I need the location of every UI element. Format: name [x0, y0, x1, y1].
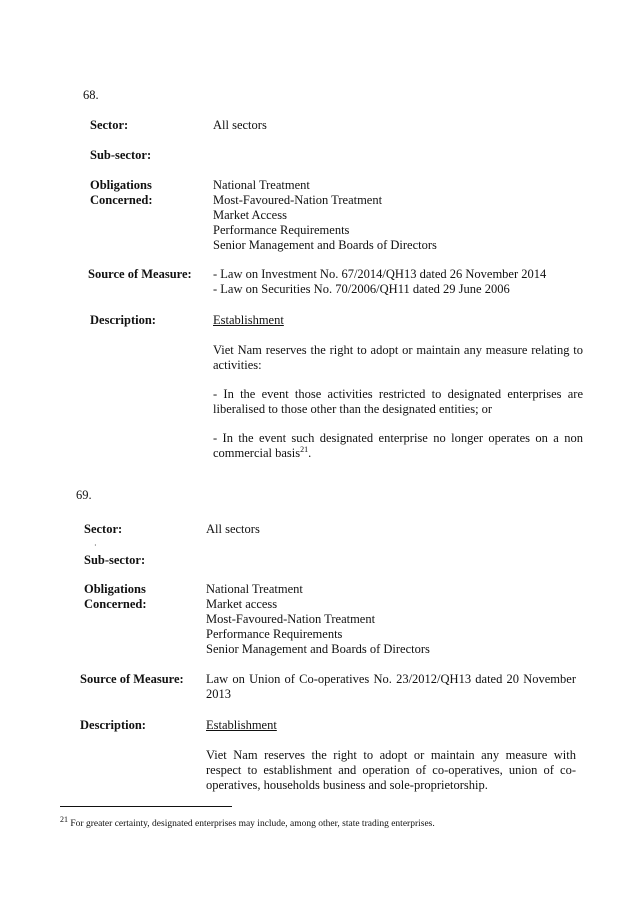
description-body: [206, 718, 576, 793]
obligation-item: Senior Management and Boards of Directors: [213, 238, 437, 252]
subsector-label: Sub-sector:: [90, 148, 152, 162]
footnote-text: For greater certainty, designated enterprises may include, among other, state trading enterprises.: [68, 819, 435, 829]
description-paragraph: Viet Nam reserves the right to adopt or maintain any measure with respect to establishment and operation of co-operatives, union of co-operatives, households business and sole-proprietorship.: [206, 748, 576, 792]
obligation-item: Senior Management and Boards of Directors: [206, 642, 430, 656]
sector-label: Sector:: [90, 118, 129, 132]
obligations-list: [213, 178, 583, 253]
description-heading: Establishment: [213, 313, 284, 327]
obligation-item: Performance Requirements: [213, 223, 350, 237]
source-label: Source of Measure:: [88, 267, 192, 281]
obligation-item: National Treatment: [206, 582, 303, 596]
obligation-item: Market access: [206, 597, 278, 611]
stray-mark: ·: [94, 541, 97, 550]
source-list: [213, 267, 583, 297]
subsector-label: Sub-sector:: [84, 553, 146, 567]
obligation-item: Most-Favoured-Nation Treatment: [206, 612, 376, 626]
description-paragraph: - In the event those activities restricted to designated enterprises are liberalised to those other than the designated entities; or: [213, 387, 583, 416]
description-text: - In the event such designated enterprise no longer operates on a non commercial basis: [213, 431, 583, 460]
obligation-item: Performance Requirements: [206, 627, 343, 641]
description-paragraph: Viet Nam reserves the right to adopt or maintain any measure relating to activities:: [213, 343, 583, 372]
description-paragraph: [213, 431, 583, 461]
entry-number: 68.: [83, 88, 99, 102]
source-item: - Law on Investment No. 67/2014/QH13 dated 26 November 2014: [213, 267, 547, 281]
description-label: Description:: [80, 718, 146, 732]
obligation-item: Market Access: [213, 208, 287, 222]
source-label: Source of Measure:: [80, 672, 184, 686]
source-paragraph: Law on Union of Co-operatives No. 23/2012/QH13 dated 20 November 2013: [206, 672, 576, 701]
footnote-divider: [60, 806, 232, 807]
sector-value: All sectors: [213, 118, 267, 132]
sector-value: All sectors: [206, 522, 260, 536]
obligations-label: Obligations Concerned:: [90, 178, 153, 207]
obligation-item: National Treatment: [213, 178, 310, 192]
sector-label: Sector:: [84, 522, 123, 536]
obligations-label: Obligations Concerned:: [84, 582, 147, 611]
description-heading: Establishment: [206, 718, 277, 732]
description-label: Description:: [90, 313, 156, 327]
footnote-ref: 21: [300, 444, 309, 454]
description-tail: .: [308, 446, 312, 460]
footnote: [60, 814, 435, 830]
source-item: - Law on Securities No. 70/2006/QH11 dated 29 June 2006: [213, 282, 510, 296]
obligations-list: [206, 582, 576, 657]
source-text: [206, 672, 576, 702]
description-body: [213, 313, 583, 461]
footnote-number: 21: [60, 814, 68, 824]
entry-number: 69.: [76, 488, 92, 502]
obligation-item: Most-Favoured-Nation Treatment: [213, 193, 383, 207]
